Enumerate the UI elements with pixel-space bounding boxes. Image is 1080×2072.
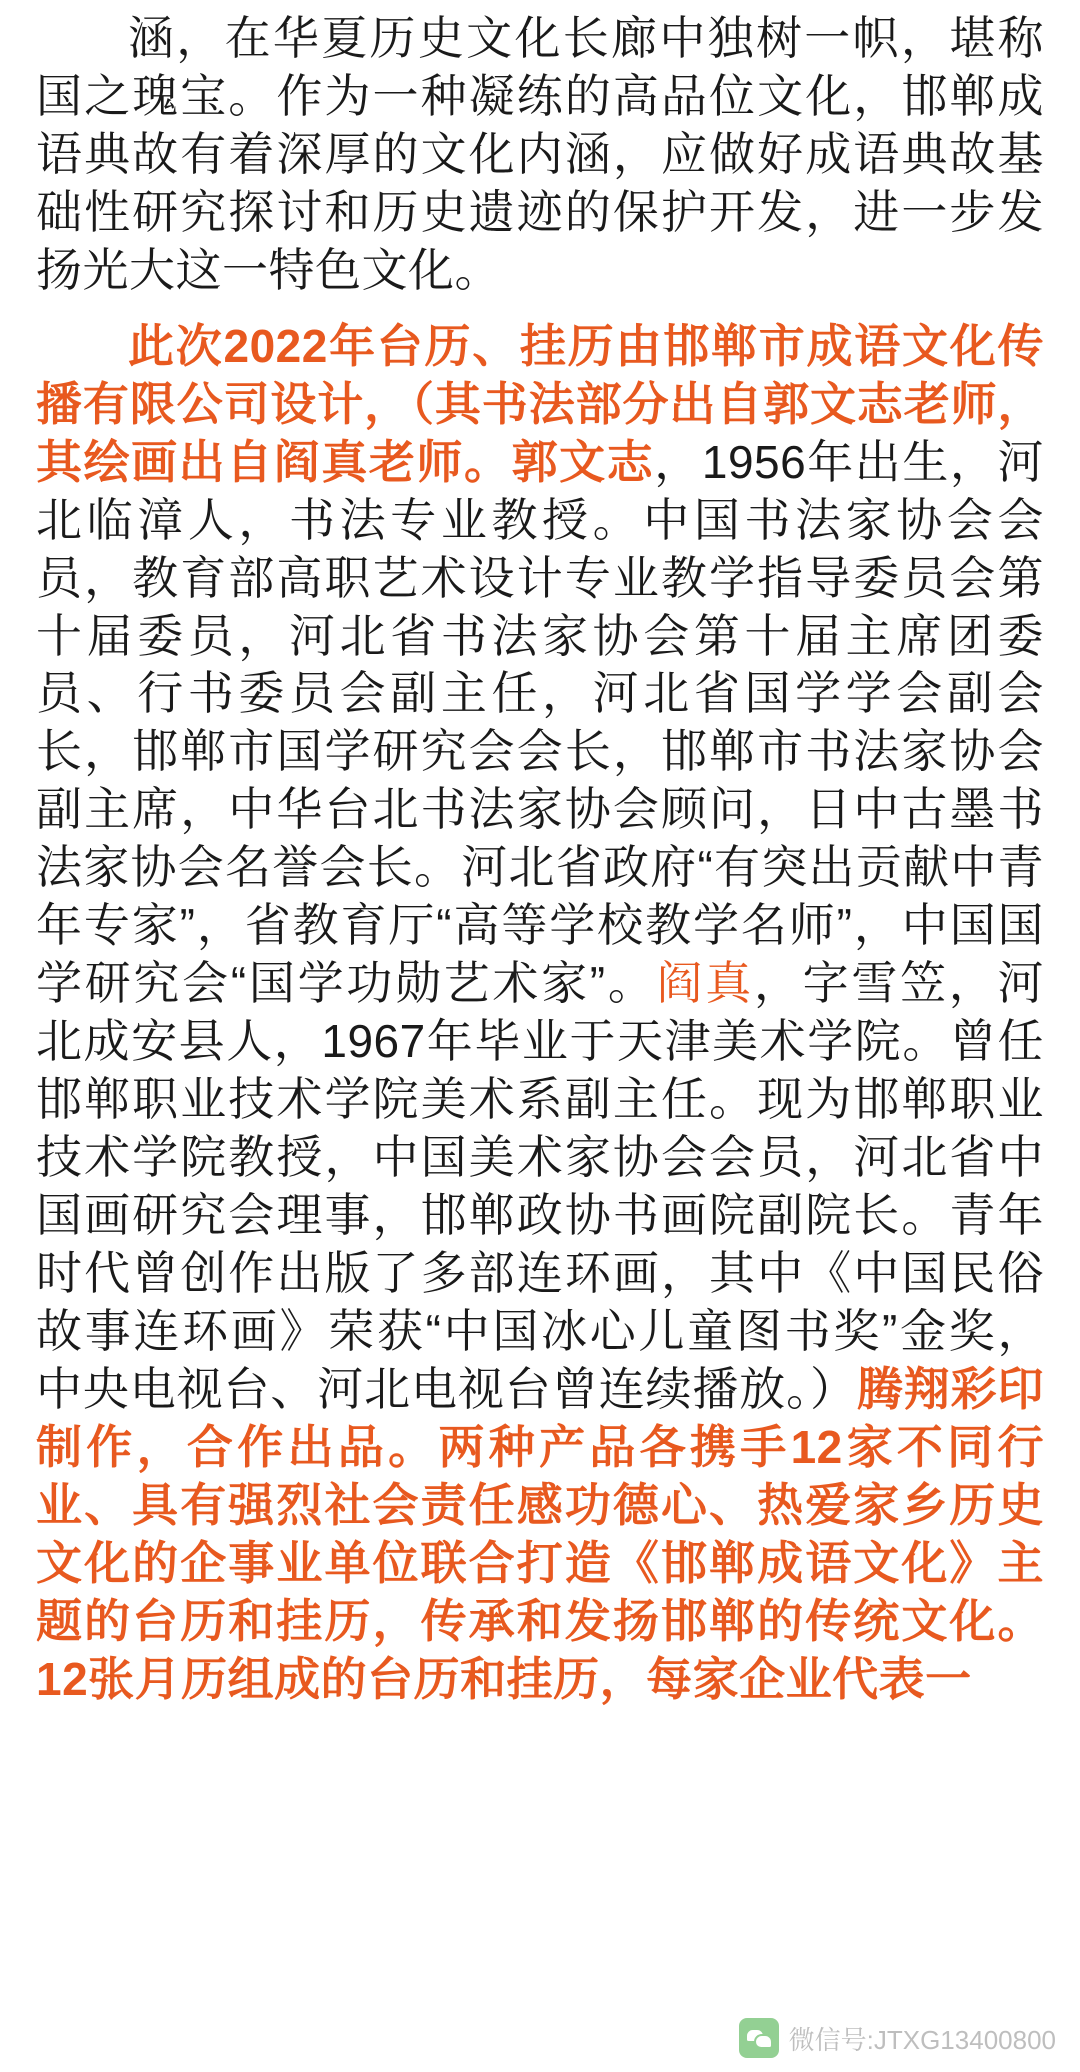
paragraph-2 bbox=[36, 318, 1044, 1709]
paragraph-2-run-3: ，1956年出生，河北临漳人，书法专业教授。中国书法家协会会员，教育部高职艺术设计专业教学指导委员会第十届委员，河北省书法家协会第十届主席团委员、行书委员会副主任，河北省国学学会副会长，邯郸市国学研究会会长，邯郸市书法家协会副主席，中华台北书法家协会顾问，日中古墨书法家协会名誉会长。河北省政府“有突出贡献中青年专家”，省教育厅“高等学校教学名师”，中国国学研究会“国学功勋艺术家”。 bbox=[36, 435, 1044, 1010]
paragraph-1 bbox=[36, 10, 1044, 300]
wechat-icon bbox=[739, 2018, 779, 2058]
watermark-text: 微信号:JTXG13400800 bbox=[788, 2024, 1056, 2055]
paragraph-2-run-1: 此次2022年台历、挂历由邯郸市成语文化传播有限公司设计，（其书法部分出自郭文志老师，其绘画出自阎真老师。 bbox=[36, 319, 1044, 488]
painter-name: 阎真 bbox=[656, 957, 754, 1010]
calligrapher-name: 郭文志 bbox=[511, 435, 655, 488]
paragraph-2-run-6: 腾翔彩印制作，合作出品。两种产品各携手12家不同行业、具有强烈社会责任感功德心、热爱家乡历史文化的企事业单位联合打造《邯郸成语文化》主题的台历和挂历，传承和发扬邯郸的传统文化。12张月历组成的台历和挂历，每家企业代表一 bbox=[36, 1362, 1045, 1705]
paragraph-1-run-1: 涵，在华夏历史文化长廊中独树一帜，堪称国之瑰宝。作为一种凝练的高品位文化，邯郸成语典故有着深厚的文化内涵，应做好成语典故基础性研究探讨和历史遗迹的保护开发，进一步发扬光大这一特色文化。 bbox=[36, 12, 1044, 296]
watermark bbox=[739, 2018, 1056, 2058]
article-body bbox=[36, 10, 1044, 1709]
paragraph-2-run-5: ，字雪笠，河北成安县人，1967年毕业于天津美术学院。曾任邯郸职业技术学院美术系副主任。现为邯郸职业技术学院教授，中国美术家协会会员，河北省中国画研究会理事，邯郸政协书画院副院长。青年时代曾创作出版了多部连环画，其中《中国民俗故事连环画》荣获“中国冰心儿童图书奖”金奖，中央电视台、河北电视台曾连续播放。） bbox=[36, 957, 1045, 1415]
